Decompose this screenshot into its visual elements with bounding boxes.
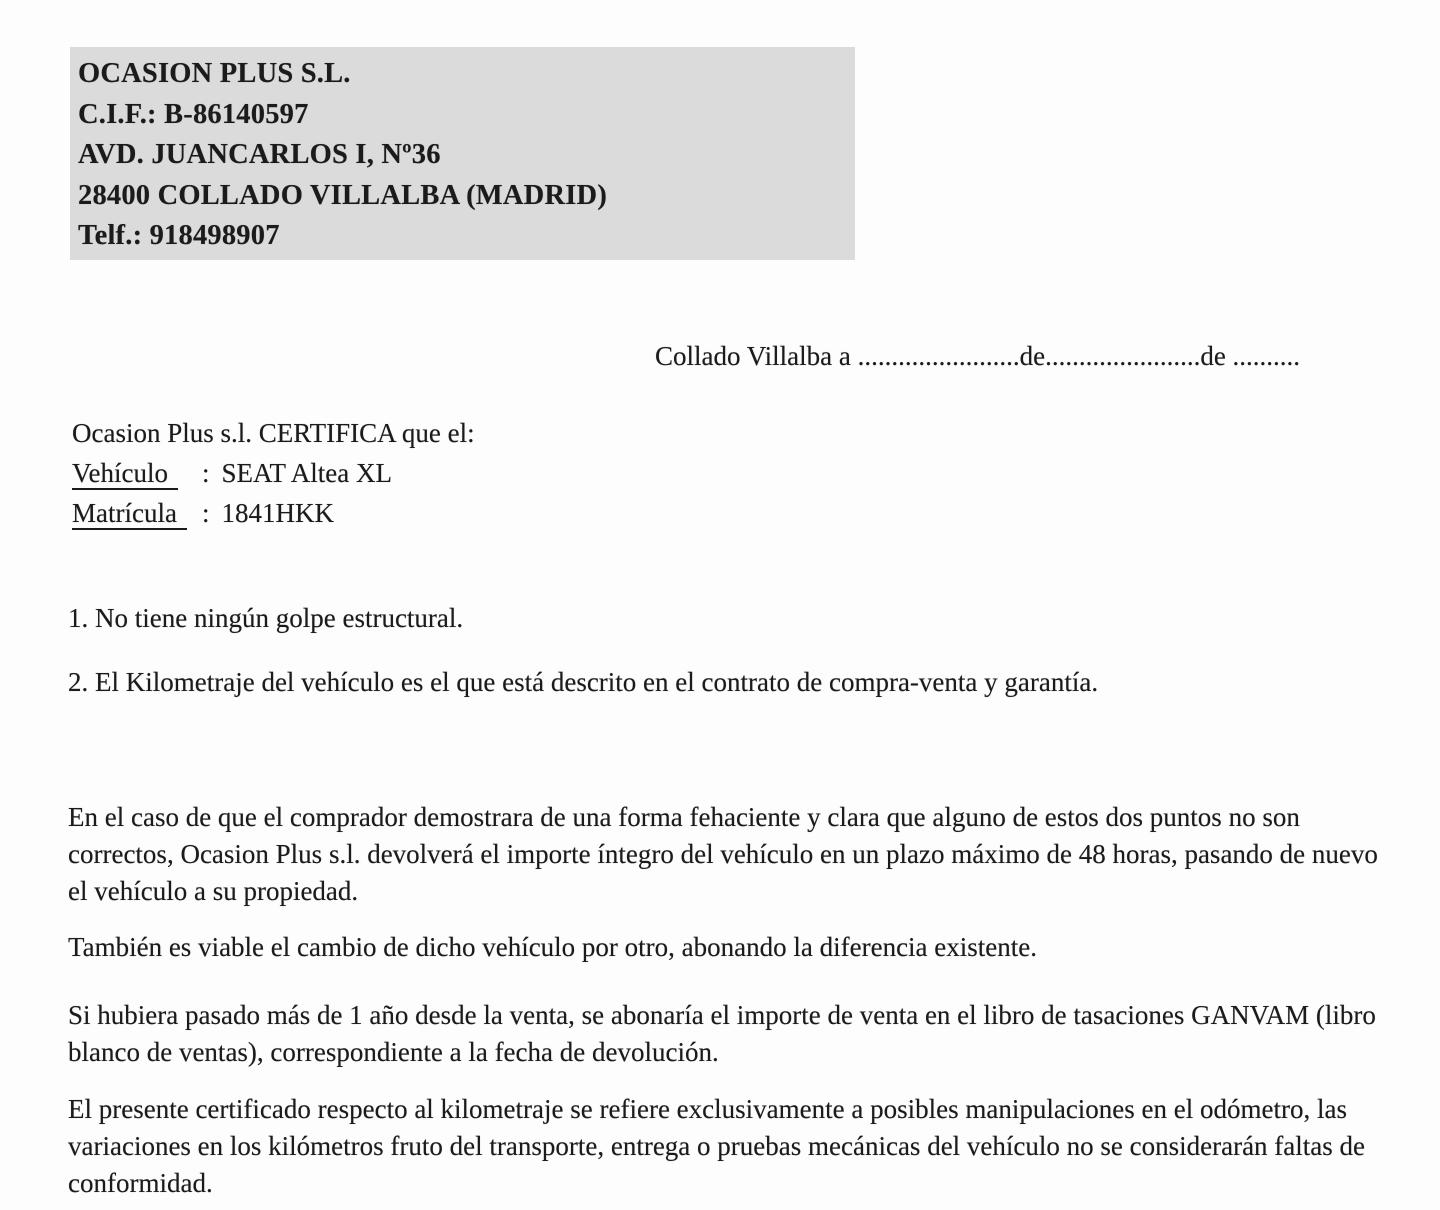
paragraph-ganvam-valuation: Si hubiera pasado más de 1 año desde la venta, se abonaría el importe de venta en el libro de tasaciones GANVAM (libro blanco de ventas), correspondiente a la fecha de devolución. (68, 1000, 1376, 1067)
vehicle-label-column (72, 453, 202, 493)
company-letterhead (70, 47, 855, 260)
plate-separator: : (202, 498, 210, 528)
company-cif: C.I.F.: B-86140597 (78, 98, 309, 130)
certification-intro: Ocasion Plus s.l. CERTIFICA que el: (72, 418, 475, 448)
plate-value: 1841HKK (221, 498, 335, 528)
date-fill-in-line: Collado Villalba a ........................de.......................de .......... (655, 341, 1301, 371)
plate-label: Matrícula (72, 498, 187, 530)
vehicle-separator: : (202, 458, 210, 488)
clause-mileage: 2. El Kilometraje del vehículo es el que está descrito en el contrato de compra-venta y garantía. (68, 667, 1099, 697)
company-phone: Telf.: 918498907 (78, 220, 280, 252)
vehicle-value: SEAT Altea XL (221, 458, 393, 488)
company-address: AVD. JUANCARLOS I, Nº36 (78, 139, 441, 171)
clause-no-structural-damage: 1. No tiene ningún golpe estructural. (68, 603, 464, 633)
paragraph-refund-guarantee: En el caso de que el comprador demostrara de una forma fehaciente y clara que alguno de estos dos puntos no son correctos, Ocasion Plus s.l. devolverá el importe íntegro del vehículo en un plazo máximo de 48 horas, pasando de nuevo el vehículo a su propiedad. (68, 802, 1378, 906)
certification-block (72, 413, 475, 533)
vehicle-field-row (72, 453, 475, 493)
paragraph-vehicle-exchange: También es viable el cambio de dicho vehículo por otro, abonando la diferencia existente. (68, 932, 1038, 962)
plate-field-row (72, 493, 475, 533)
paragraph-odometer-disclaimer: El presente certificado respecto al kilometraje se refiere exclusivamente a posibles manipulaciones en el odómetro, las variaciones en los kilómetros fruto del transporte, entrega o pruebas mecánicas del vehículo no se considerarán faltas de conformidad. (68, 1094, 1366, 1198)
plate-label-column (72, 493, 202, 533)
vehicle-label: Vehículo (72, 458, 178, 490)
company-city: 28400 COLLADO VILLALBA (MADRID) (78, 179, 608, 211)
company-name: OCASION PLUS S.L. (78, 58, 351, 89)
